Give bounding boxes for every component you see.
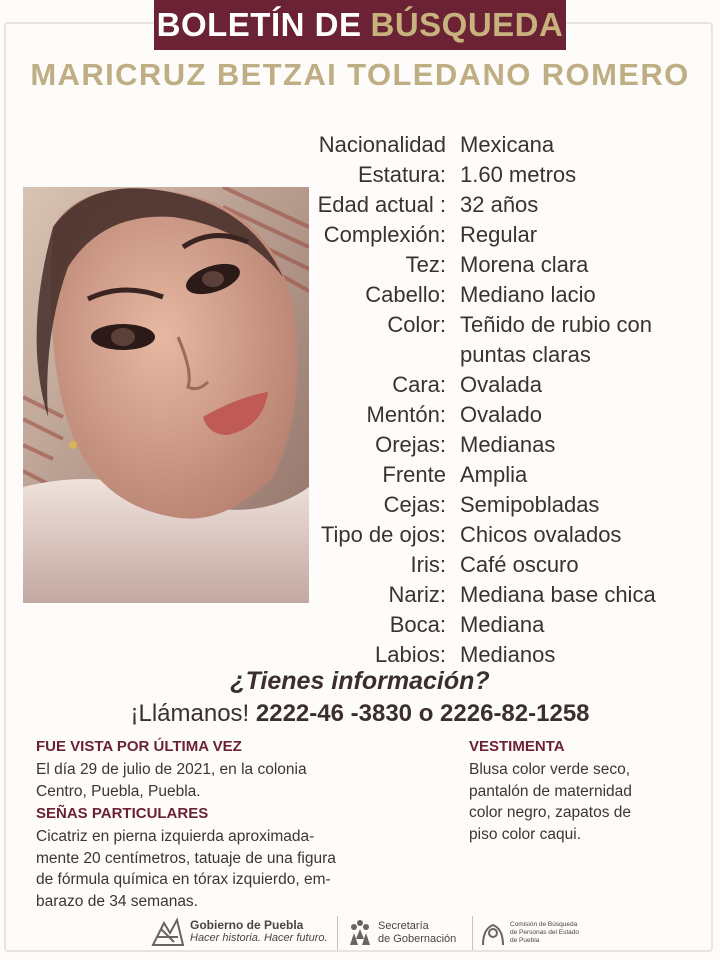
detail-label: Complexión: [323,222,446,247]
detail-value: Amplia [460,462,528,487]
call-line [0,700,720,728]
gov-slogan: Hacer historia. Hacer futuro. [190,932,328,944]
detail-label: Cejas: [383,492,446,517]
detail-label: Labios: [375,642,446,667]
gobierno-puebla-logo [150,915,328,949]
comision-logo [480,919,579,947]
detail-row [300,190,715,220]
detail-row [300,280,715,310]
detail-label: Edad actual : [317,192,446,217]
detail-row [300,520,715,550]
person-name: MARICRUZ BETZAI TOLEDANO ROMERO [30,57,690,92]
detail-row [300,220,715,250]
detail-label: Orejas: [375,432,446,457]
detail-label: Frente [382,462,446,487]
detail-row [300,160,715,190]
detail-label: Tez: [405,252,446,277]
detail-value: Teñido de rubio con [460,312,653,337]
detail-label: Boca: [389,612,446,637]
detail-label: Color: [387,312,446,337]
gov-name: Gobierno de Puebla [190,918,304,932]
clothing-line: pantalón de maternidad [469,782,632,800]
com-line2: de Personas del Estado [510,929,580,936]
detail-row [300,250,715,280]
bulletin-header [154,0,566,50]
detail-value: Medianas [460,432,556,457]
detail-row [300,340,715,370]
clothing-title: VESTIMENTA [469,738,565,755]
missing-person-photo [23,187,309,603]
footer-divider [472,916,473,950]
detail-value: 32 años [460,192,539,217]
detail-value: Mediano lacio [460,282,596,307]
detail-value: Ovalado [460,402,542,427]
detail-label: Mentón: [366,402,446,427]
detail-value: Regular [460,222,538,247]
detail-row [300,490,715,520]
gobierno-emblem-icon [150,915,186,949]
detail-row [300,130,715,160]
comision-emblem-icon [480,919,506,947]
marks-title: SEÑAS PARTICULARES [36,805,209,822]
header-title-part1: BOLETÍN DE [156,6,362,43]
detail-value: Morena clara [460,252,589,277]
call-prefix: ¡Llámanos! [130,700,250,727]
footer-divider [337,916,338,950]
last-seen-title: FUE VISTA POR ÚLTIMA VEZ [36,738,242,755]
detail-value: 1.60 metros [460,162,577,187]
detail-value: puntas claras [460,342,591,367]
com-line1: Comisión de Búsqueda [510,921,578,928]
phone-2[interactable]: 2226-82-1258 [440,700,590,727]
com-line3: de Puebla [510,937,540,944]
marks-line: barazo de 34 semanas. [36,892,198,910]
detail-value: Chicos ovalados [460,522,622,547]
detail-label: Estatura: [357,162,446,187]
detail-label: Iris: [410,552,446,577]
phone-1[interactable]: 2222-46 -3830 [255,700,413,727]
detail-label: Nariz: [388,582,446,607]
secretaria-logo [346,919,456,947]
sec-line2: de Gobernación [378,933,457,945]
detail-row [300,400,715,430]
detail-label: Nacionalidad [318,132,446,157]
clothing-line: piso color caqui. [469,825,582,843]
detail-row [300,550,715,580]
detail-value: Ovalada [460,372,542,397]
detail-label: Cara: [392,372,446,397]
clothing-line: Blusa color verde seco, [469,761,631,778]
detail-label: Tipo de ojos: [320,522,446,547]
secretaria-emblem-icon [346,919,374,947]
marks-line: mente 20 centímetros, tatuaje de una figura [36,849,336,867]
detail-row [300,370,715,400]
marks-line: de fórmula química en tórax izquierdo, em- [36,871,331,888]
marks-line: Cicatriz en pierna izquierda aproximada- [36,828,315,845]
detail-value: Semipobladas [460,492,600,517]
detail-value: Mexicana [460,132,555,157]
detail-row [300,610,715,640]
person-details [300,130,715,670]
clothing-line: color negro, zapatos de [469,804,631,821]
clothing-text [469,759,709,845]
info-question: ¿Tienes información? [230,667,490,695]
detail-value: Mediana [460,612,545,637]
detail-label: Cabello: [365,282,446,307]
detail-value: Medianos [460,642,556,667]
detail-row [300,580,715,610]
marks-text [36,826,436,912]
sec-line1: Secretaría [378,920,429,932]
detail-row [300,310,715,340]
detail-row [300,430,715,460]
header-title-part2: BÚSQUEDA [370,6,564,43]
detail-row [300,460,715,490]
last-seen-line: El día 29 de julio de 2021, en la colonia [36,761,307,778]
last-seen-line: Centro, Puebla, Puebla. [36,782,201,800]
detail-value: Mediana base chica [460,582,656,607]
detail-value: Café oscuro [460,552,579,577]
phone-connector: o [418,700,434,727]
detail-row [300,640,715,670]
last-seen-text [36,759,416,802]
